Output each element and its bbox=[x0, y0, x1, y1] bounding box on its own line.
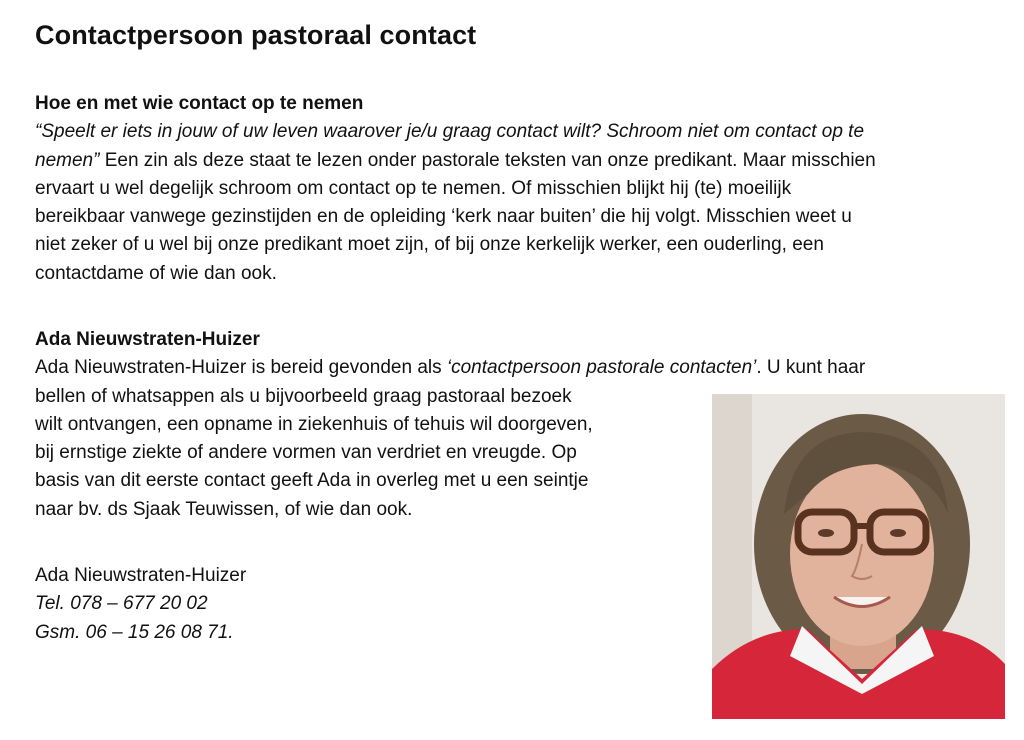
paragraph-line-6: contactdame of wie dan ook. bbox=[35, 262, 277, 284]
paragraph-line-2-text: Een zin als deze staat te lezen onder pastorale teksten van onze predikant. Maar misschien bbox=[99, 149, 876, 171]
paragraph-line-6: naar bv. ds Sjaak Teuwissen, of wie dan ook. bbox=[35, 498, 413, 520]
paragraph-line-4: bereikbaar vanwege gezinstijden en de opleiding ‘kerk naar buiten’ die hij volgt. Misschien weet u bbox=[35, 206, 852, 228]
paragraph-line-2: bellen of whatsappen als u bijvoorbeeld graag pastoraal bezoek bbox=[35, 385, 572, 407]
paragraph-line-1-end: . U kunt haar bbox=[756, 357, 866, 379]
contact-mobile[interactable]: Gsm. 06 – 15 26 08 71. bbox=[35, 621, 234, 643]
section-heading: Hoe en met wie contact op te nemen bbox=[35, 93, 364, 114]
section-how-to-contact bbox=[35, 90, 1010, 288]
portrait-photo bbox=[712, 394, 1005, 719]
portrait-illustration bbox=[712, 394, 1005, 719]
role-title: ‘contactpersoon pastorale contacten’ bbox=[446, 357, 757, 379]
contact-name: Ada Nieuwstraten-Huizer bbox=[35, 565, 247, 586]
paragraph-line-1 bbox=[35, 354, 1010, 382]
quote-end: nemen” bbox=[35, 149, 100, 171]
paragraph-line-3: ervaart u wel degelijk schroom om contact op te nemen. Of misschien blijkt hij (te) moeilijk bbox=[35, 177, 792, 199]
paragraph-line-2 bbox=[35, 147, 1010, 175]
contact-phone[interactable]: Tel. 078 – 677 20 02 bbox=[35, 593, 208, 615]
paragraph-line-5: basis van dit eerste contact geeft Ada in overleg met u een seintje bbox=[35, 470, 589, 492]
paragraph-line-5: niet zeker of u wel bij onze predikant moet zijn, of bij onze kerkelijk werker, een ouderling, een bbox=[35, 234, 824, 256]
section-heading: Ada Nieuwstraten-Huizer bbox=[35, 329, 260, 350]
contact-block bbox=[35, 562, 246, 647]
page-title: Contactpersoon pastoraal contact bbox=[35, 20, 477, 50]
paragraph-line-3: wilt ontvangen, een opname in ziekenhuis of tehuis wil doorgeven, bbox=[35, 413, 593, 435]
paragraph-line-1-start: Ada Nieuwstraten-Huizer is bereid gevonden als bbox=[35, 357, 447, 379]
quote-line-1: “Speelt er iets in jouw of uw leven waarover je/u graag contact wilt? Schroom niet om contact op te bbox=[35, 121, 865, 143]
paragraph-line-4: bij ernstige ziekte of andere vormen van verdriet en vreugde. Op bbox=[35, 442, 577, 464]
